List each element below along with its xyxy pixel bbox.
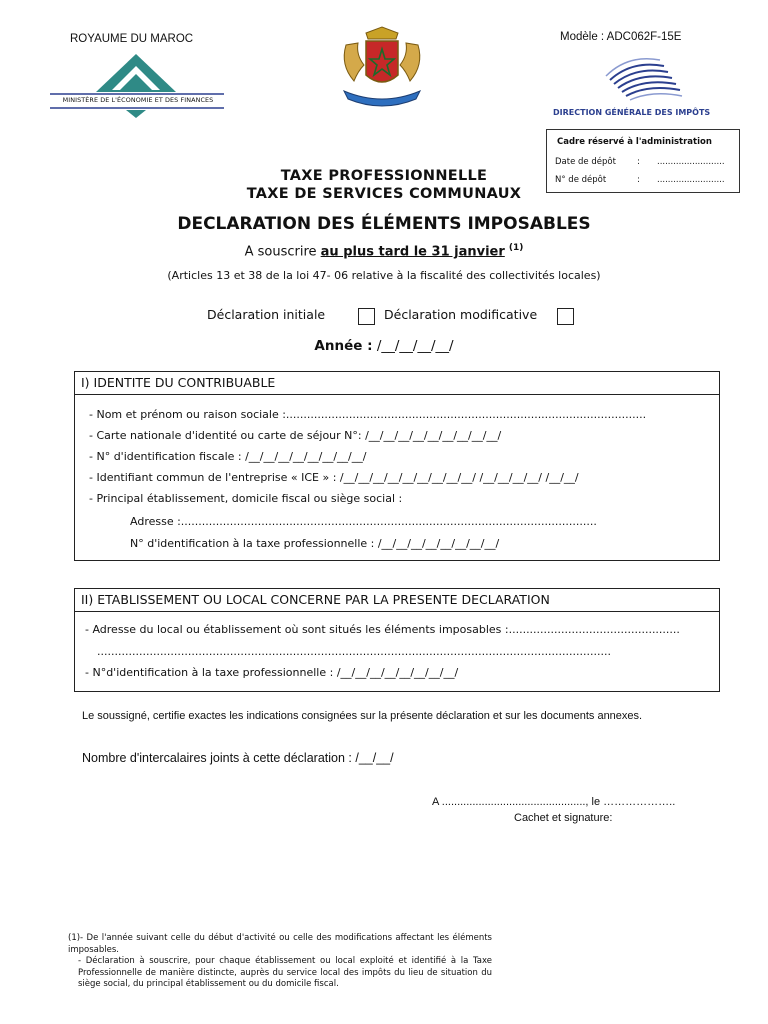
section-taxpayer-identity [74, 371, 720, 561]
articles-reference: (Articles 13 et 38 de la loi 47- 06 relative à la fiscalité des collectivités locales) [167, 269, 601, 282]
kingdom-label: ROYAUME DU MAROC [70, 33, 194, 45]
certification-statement: Le soussigné, certifie exactes les indications consignées sur la présente déclaration et sur les documents annexes. [82, 710, 643, 722]
modificative-declaration-label: Déclaration modificative [384, 307, 538, 322]
footnote-2: - Déclaration à souscrire, pour chaque établissement ou local exploité et identifié à la Taxe Professionnelle de manière distincte, auprès du service local des impôts du lieu de situation du siège social, du principal établissement ou du domicile fiscal. [78, 956, 492, 989]
tax-professional-title: TAXE PROFESSIONNELLE [280, 168, 488, 184]
address-field[interactable]: Adresse :....................................................................................................................... [130, 515, 597, 528]
deposit-number-label: N° de dépôt [555, 175, 607, 185]
deposit-number-colon: : [637, 175, 640, 185]
ice-field[interactable]: - Identifiant commun de l'entreprise « ICE » : /__/__/__/__/__/__/__/__/__/ /__/__/__/__/ /__/__/ [89, 471, 579, 484]
attachments-count-field[interactable]: Nombre d'intercalaires joints à cette déclaration : /__/__/ [82, 751, 394, 765]
model-code: Modèle : ADC062F-15E [560, 31, 682, 43]
section2-title: II) ETABLISSEMENT OU LOCAL CONCERNE PAR LA PRESENTE DECLARATION [75, 589, 719, 612]
id-card-field[interactable]: - Carte nationale d'identité ou carte de séjour N°: /__/__/__/__/__/__/__/__/__/ [89, 429, 502, 442]
deposit-date-field[interactable]: ......................... [657, 157, 725, 167]
ministry-logo-icon [48, 52, 226, 118]
tax-id-field[interactable]: - N° d'identification fiscale : /__/__/__/__/__/__/__/__/ [89, 450, 367, 463]
deadline-footnote-ref: (1) [508, 243, 524, 253]
deposit-number-field[interactable]: ......................... [657, 175, 725, 185]
principal-establishment-label: - Principal établissement, domicile fiscal ou siège social : [89, 492, 403, 505]
modificative-declaration-checkbox[interactable] [557, 308, 574, 325]
admin-box-title: Cadre réservé à l'administration [557, 137, 712, 147]
main-title: DECLARATION DES ÉLÉMENTS IMPOSABLES [177, 214, 591, 234]
local-address-field[interactable]: - Adresse du local ou établissement où sont situés les éléments imposables :................................................. [85, 623, 680, 636]
local-address-continuation-field[interactable]: ................................................................................................................................................... [97, 645, 611, 658]
dgi-logo-icon [602, 52, 684, 104]
deposit-date-label: Date de dépôt [555, 157, 616, 167]
year-label: Année : [314, 338, 373, 354]
royal-coat-of-arms-icon [336, 25, 428, 111]
initial-declaration-checkbox[interactable] [358, 308, 375, 325]
year-line [0, 338, 768, 354]
professional-tax-id-field[interactable]: N° d'identification à la taxe professionnelle : /__/__/__/__/__/__/__/__/ [130, 537, 500, 550]
deadline-date: au plus tard le 31 janvier [320, 244, 505, 260]
section-establishment [74, 588, 720, 692]
section1-title: I) IDENTITE DU CONTRIBUABLE [75, 372, 719, 395]
footnote-1: (1)- De l'année suivant celle du début d'activité ou celle des modifications affectant les éléments imposables. [68, 933, 492, 955]
dgi-label: DIRECTION GÉNÉRALE DES IMPÔTS [553, 108, 711, 117]
name-field[interactable]: - Nom et prénom ou raison sociale :....................................................................................................... [89, 408, 647, 421]
stamp-signature-label: Cachet et signature: [514, 812, 613, 824]
deadline-prefix: A souscrire [244, 244, 317, 260]
place-date-field[interactable]: A ..............................................., le ……………….. [432, 796, 676, 808]
local-professional-tax-id-field[interactable]: - N°d'identification à la taxe professionnelle : /__/__/__/__/__/__/__/__/ [85, 666, 459, 679]
tax-communal-services-title: TAXE DE SERVICES COMMUNAUX [246, 186, 522, 202]
deadline-line [0, 243, 768, 259]
year-field[interactable]: /__/__/__/__/ [376, 338, 454, 354]
ministry-label: MINISTÈRE DE L'ÉCONOMIE ET DES FINANCES [62, 96, 214, 104]
initial-declaration-label: Déclaration initiale [207, 307, 326, 322]
deposit-date-colon: : [637, 157, 640, 167]
